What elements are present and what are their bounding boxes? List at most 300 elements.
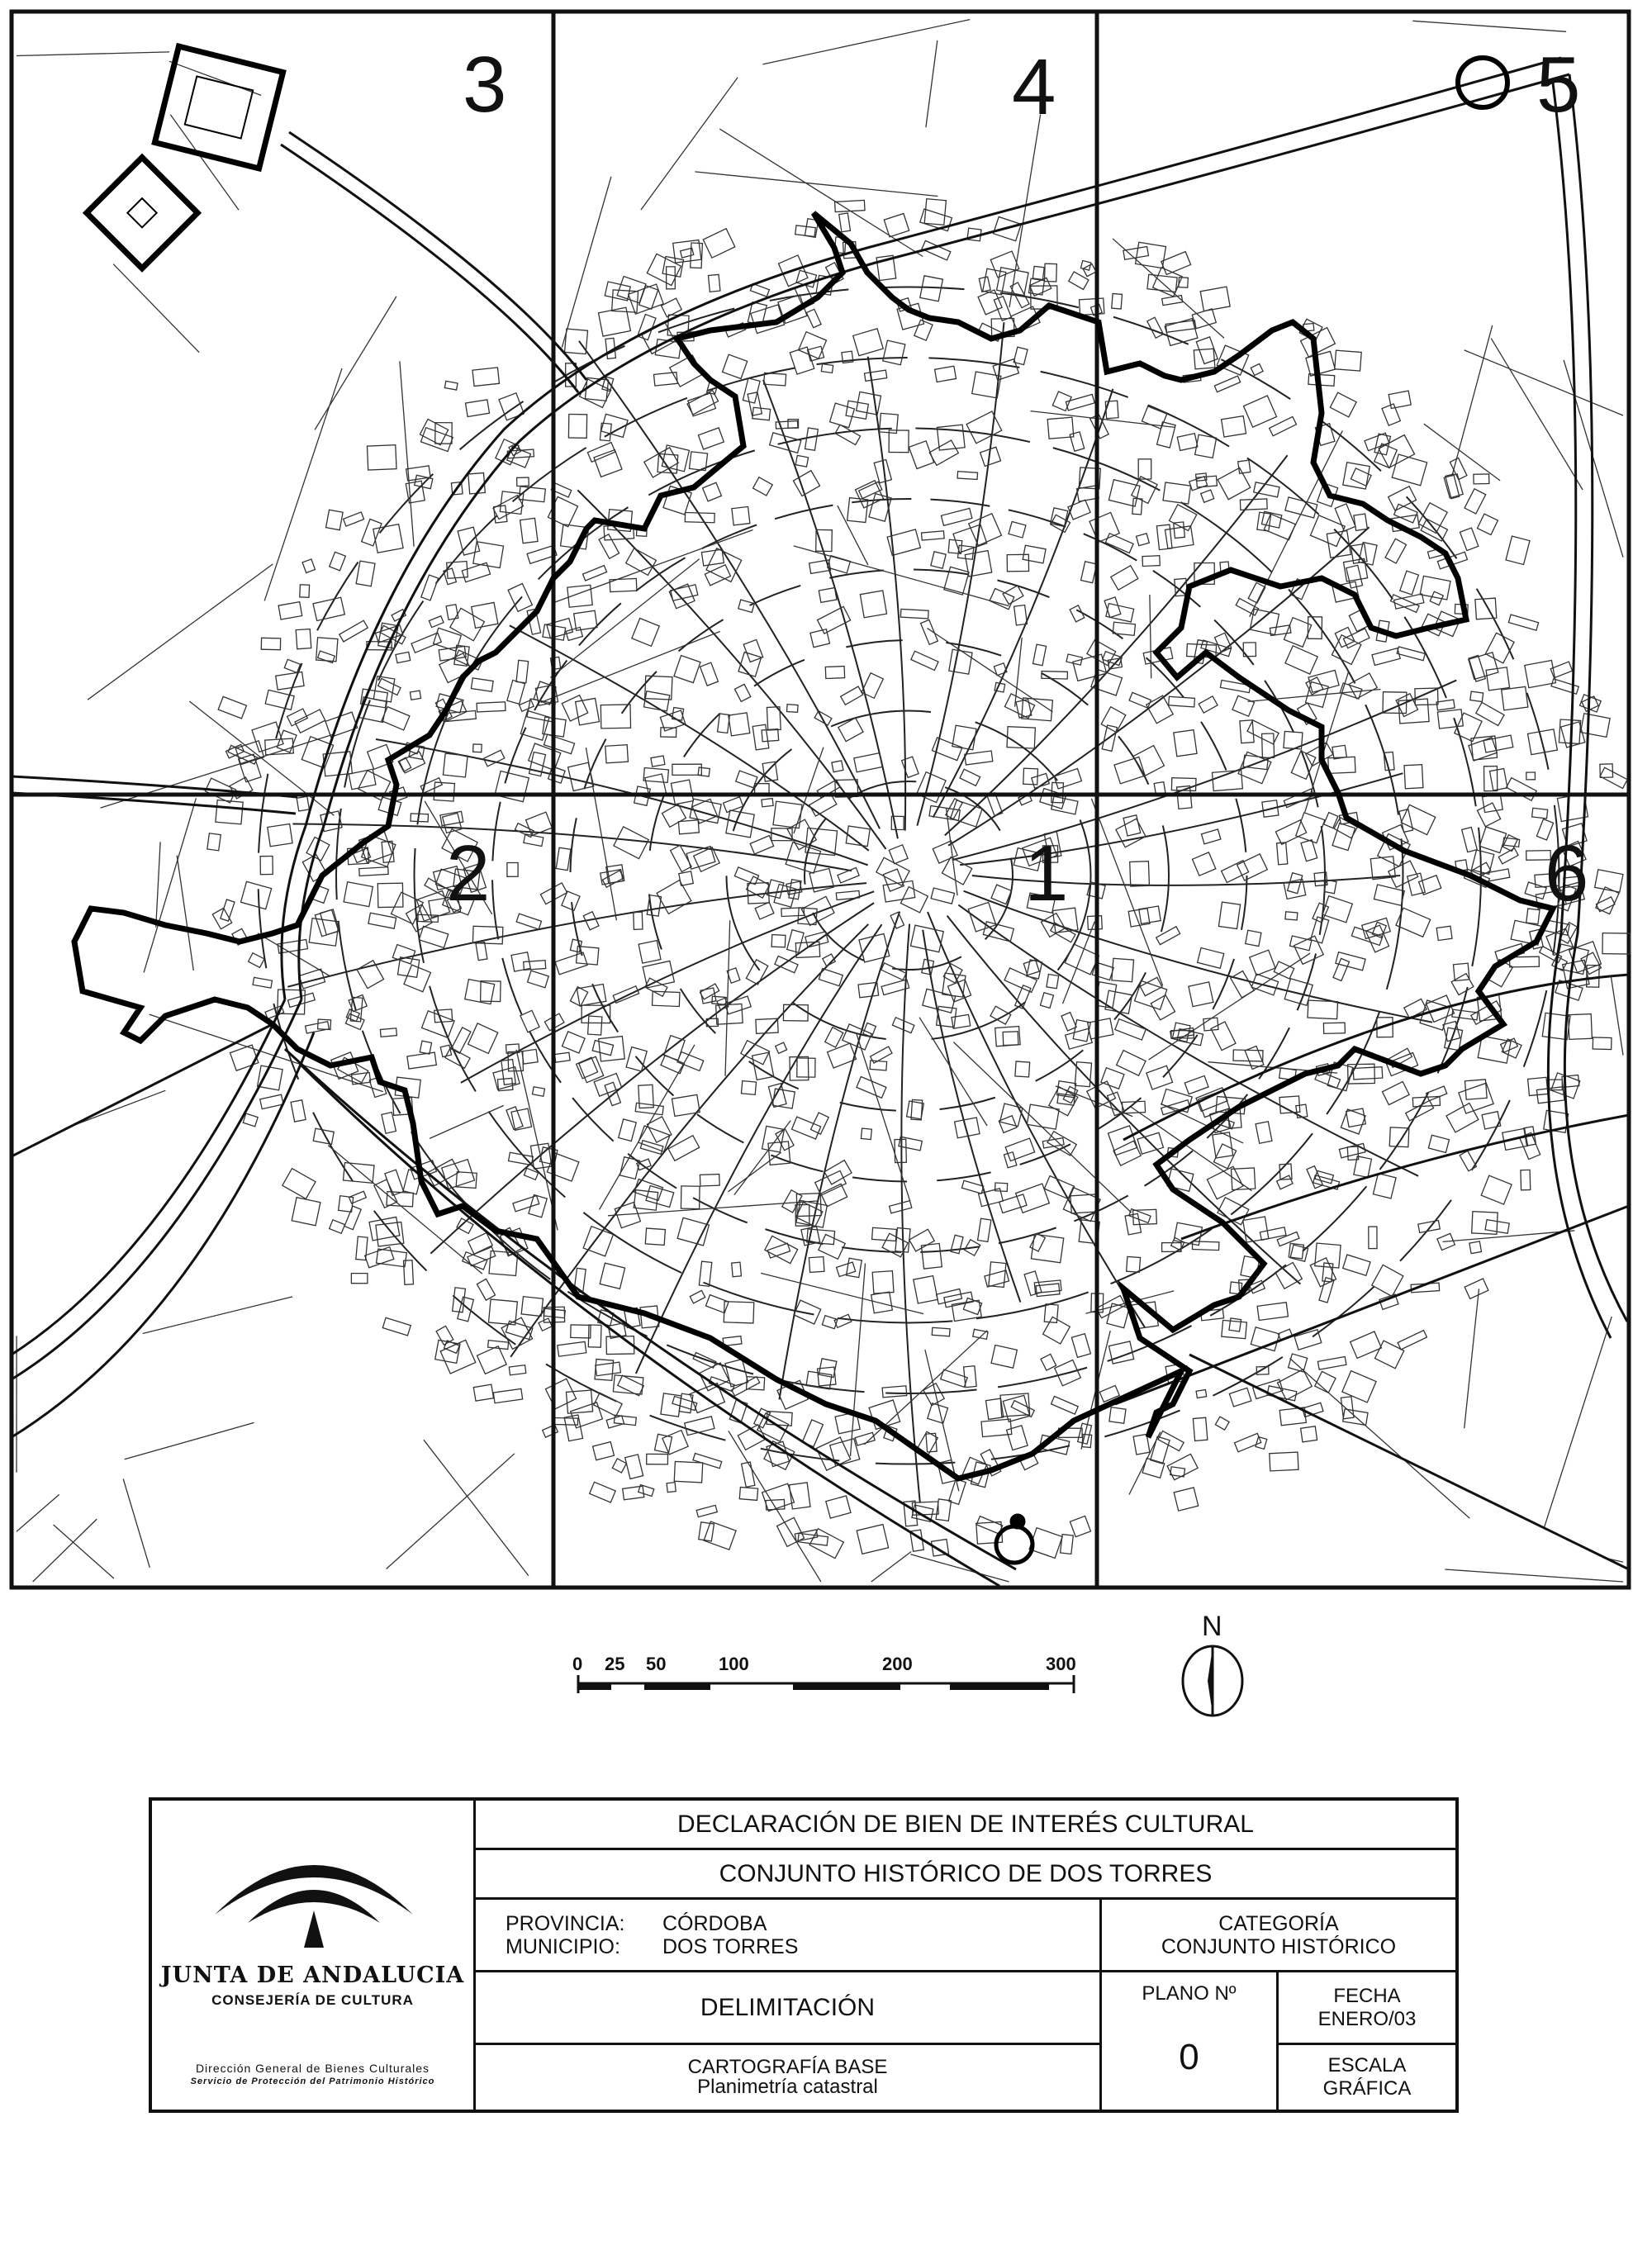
parcel-line — [387, 1454, 515, 1569]
parcel-line — [1412, 21, 1566, 31]
building-plot — [881, 963, 906, 980]
building-plot — [587, 443, 615, 463]
building-plot — [632, 619, 659, 647]
building-blocks — [17, 20, 1631, 1582]
parcel-line — [871, 1552, 911, 1583]
parcel-line — [169, 61, 261, 95]
building-plot — [313, 1128, 334, 1144]
location-cell — [476, 1900, 1102, 1972]
building-plot — [592, 1041, 613, 1056]
building-plot — [1383, 1081, 1410, 1104]
building-plot — [776, 1129, 794, 1151]
building-plot — [382, 707, 410, 730]
building-plot — [654, 373, 678, 386]
building-plot — [832, 761, 843, 772]
building-plot — [606, 1416, 624, 1428]
building-plot — [1177, 434, 1198, 451]
building-plot — [368, 445, 396, 470]
building-plot — [489, 1299, 518, 1325]
parcel-line — [33, 1519, 97, 1582]
building-plot — [1452, 1009, 1478, 1020]
building-plot — [1508, 615, 1538, 630]
building-plot — [991, 1346, 1017, 1369]
building-plot — [1162, 296, 1183, 306]
building-plot — [1034, 1280, 1061, 1293]
building-plot — [516, 660, 529, 682]
building-plot — [443, 753, 468, 777]
building-plot — [1470, 691, 1483, 701]
building-plot — [1087, 640, 1116, 666]
building-plot — [1137, 534, 1150, 546]
building-plot — [373, 524, 403, 553]
building-plot — [931, 888, 954, 904]
building-plot — [1526, 909, 1540, 924]
building-plot — [434, 782, 454, 801]
building-plot — [1112, 294, 1123, 310]
building-plot — [1111, 566, 1138, 591]
building-plot — [662, 298, 682, 317]
building-plot — [771, 935, 786, 947]
building-plot — [957, 472, 977, 480]
building-plot — [1389, 486, 1417, 511]
building-plot — [1036, 1284, 1060, 1297]
building-plot — [1478, 1036, 1511, 1063]
building-plot — [565, 329, 588, 354]
scale-label-25: 25 — [605, 1654, 625, 1674]
street — [923, 930, 1020, 1303]
building-plot — [1359, 543, 1377, 566]
building-plot — [1342, 1371, 1376, 1403]
building-plot — [444, 1341, 460, 1353]
parcel-line — [1544, 1317, 1612, 1528]
building-plot — [446, 605, 458, 620]
building-plot — [727, 968, 740, 983]
building-plot — [643, 961, 674, 987]
building-plot — [396, 652, 411, 662]
building-plot — [671, 780, 693, 804]
parcel-line — [1464, 1289, 1479, 1428]
building-plot — [1014, 347, 1028, 364]
building-plot — [382, 841, 394, 862]
parcel-line — [762, 20, 970, 64]
building-plot — [1231, 971, 1255, 998]
building-plot — [746, 960, 767, 985]
building-plot — [981, 1419, 1012, 1436]
building-plot — [387, 1192, 413, 1207]
building-plot — [507, 862, 518, 876]
building-plot — [700, 988, 716, 1004]
building-plot — [276, 672, 304, 691]
building-plot — [1284, 618, 1312, 648]
building-plot — [442, 1160, 475, 1189]
building-plot — [1174, 522, 1185, 539]
building-plot — [1136, 242, 1166, 268]
building-plot — [468, 473, 486, 494]
building-plot — [566, 627, 582, 640]
sheet-number-6: 6 — [1545, 829, 1589, 918]
building-plot — [472, 368, 499, 387]
building-plot — [1437, 710, 1463, 729]
building-plot — [1031, 1234, 1063, 1263]
building-plot — [883, 340, 905, 365]
parcel-line — [761, 1273, 923, 1313]
building-plot — [1171, 778, 1196, 791]
building-plot — [1392, 454, 1427, 486]
building-plot — [404, 965, 430, 992]
building-plot — [1306, 351, 1335, 376]
building-plot — [1346, 565, 1363, 588]
building-plot — [1474, 474, 1489, 484]
parcel-line — [919, 1018, 987, 1126]
sheet-number-5: 5 — [1536, 40, 1581, 129]
parcel-line — [734, 1121, 790, 1195]
building-plot — [1061, 1013, 1076, 1031]
building-plot — [543, 1425, 558, 1437]
building-plot — [1070, 432, 1084, 451]
building-plot — [1498, 848, 1518, 864]
building-plot — [605, 745, 629, 763]
building-plot — [1116, 819, 1146, 847]
building-plot — [356, 561, 375, 586]
building-plot — [1222, 416, 1246, 437]
building-plot — [282, 1169, 316, 1199]
building-plot — [961, 1180, 983, 1194]
building-plot — [1195, 434, 1217, 458]
parcel-line — [838, 505, 868, 565]
building-plot — [1285, 912, 1298, 920]
building-plot — [1354, 514, 1368, 530]
building-plot — [1011, 1401, 1034, 1417]
building-plot — [477, 702, 506, 712]
building-plot — [1450, 458, 1467, 479]
escala-cell — [1279, 2045, 1455, 2110]
building-plot — [468, 1233, 493, 1255]
parcel-line — [1424, 424, 1500, 481]
building-plot — [701, 549, 724, 566]
building-plot — [359, 867, 388, 876]
building-plot — [258, 1066, 282, 1090]
building-plot — [1335, 627, 1355, 647]
building-plot — [1117, 1051, 1146, 1076]
building-plot — [694, 847, 719, 872]
building-plot — [929, 806, 960, 821]
building-plot — [435, 423, 452, 444]
building-plot — [1308, 670, 1339, 692]
building-plot — [1158, 1431, 1184, 1451]
north-label: N — [1202, 1611, 1222, 1642]
building-plot — [546, 1379, 577, 1408]
parcel-line — [17, 52, 169, 56]
street — [958, 905, 1418, 1176]
building-plot — [1250, 950, 1275, 975]
parcel-line — [953, 1042, 1131, 1213]
building-plot — [1174, 730, 1197, 757]
building-plot — [1112, 958, 1134, 981]
building-plot — [752, 724, 769, 750]
building-plot — [582, 1005, 610, 1023]
building-plot — [748, 392, 762, 415]
building-plot — [297, 796, 309, 811]
building-plot — [556, 847, 571, 870]
building-plot — [1250, 609, 1279, 634]
building-plot — [1335, 350, 1361, 371]
building-plot — [1602, 933, 1631, 954]
building-plot — [1385, 539, 1406, 563]
building-plot — [870, 1061, 887, 1070]
building-plot — [941, 1369, 967, 1387]
building-plot — [1483, 735, 1513, 752]
building-plot — [520, 710, 549, 740]
building-plot — [1153, 268, 1183, 297]
main-roads — [12, 58, 1629, 1586]
building-plot — [1289, 1354, 1308, 1372]
building-plot — [836, 890, 859, 899]
building-plot — [775, 956, 798, 973]
building-plot — [1262, 733, 1275, 758]
building-plot — [600, 1263, 624, 1289]
building-plot — [826, 1496, 851, 1518]
sheet-number-3: 3 — [463, 40, 507, 129]
building-plot — [1275, 1263, 1302, 1289]
building-plot — [1471, 736, 1498, 760]
street — [868, 357, 905, 831]
building-plot — [1004, 968, 1037, 992]
building-plot — [681, 1186, 700, 1209]
building-plot — [764, 373, 786, 386]
building-plot — [801, 896, 834, 925]
building-plot — [278, 602, 302, 619]
building-plot — [808, 346, 824, 361]
building-plot — [435, 1340, 460, 1363]
building-plot — [792, 1117, 821, 1139]
building-plot — [995, 1183, 1008, 1191]
building-plot — [568, 415, 586, 439]
building-plot — [952, 725, 976, 750]
building-plot — [821, 364, 833, 373]
building-plot — [629, 284, 663, 314]
building-plot — [411, 633, 441, 653]
building-plot — [571, 1325, 591, 1338]
building-plot — [1270, 416, 1297, 435]
building-plot — [1436, 926, 1452, 940]
building-plot — [207, 833, 221, 851]
building-plot — [583, 912, 599, 930]
building-plot — [841, 686, 863, 705]
building-plot — [398, 757, 411, 771]
building-plot — [1201, 490, 1214, 502]
building-plot — [969, 514, 1002, 546]
building-plot — [1248, 582, 1265, 603]
building-plot — [1436, 700, 1455, 710]
building-plot — [1142, 556, 1160, 567]
parcel-line — [54, 1525, 114, 1578]
building-plot — [681, 248, 694, 258]
building-plot — [655, 1434, 672, 1453]
building-plot — [1418, 503, 1447, 534]
building-plot — [1024, 1271, 1042, 1296]
building-plot — [468, 1023, 498, 1054]
building-plot — [1014, 605, 1028, 625]
building-plot — [1428, 1135, 1449, 1152]
building-plot — [1459, 1083, 1493, 1113]
parcel-line — [1131, 1107, 1252, 1191]
building-plot — [296, 629, 311, 649]
parcel-line — [1091, 799, 1162, 986]
building-plot — [625, 1455, 643, 1479]
building-plot — [806, 309, 821, 327]
building-plot — [1198, 948, 1224, 969]
building-plot — [1189, 477, 1208, 491]
building-plot — [339, 620, 368, 642]
building-plot — [1215, 1417, 1229, 1430]
building-plot — [1123, 247, 1149, 260]
building-plot — [1251, 363, 1263, 375]
building-plot — [1464, 489, 1486, 514]
building-plot — [1132, 477, 1157, 504]
building-plot — [1133, 746, 1165, 776]
building-plot — [1569, 1014, 1593, 1040]
building-plot — [999, 1194, 1027, 1213]
parcel-line — [156, 842, 160, 927]
parcel-line — [1445, 1569, 1623, 1582]
building-plot — [547, 619, 573, 638]
building-plot — [1040, 789, 1066, 809]
parcel-line — [123, 1478, 150, 1567]
building-plot — [599, 1037, 625, 1061]
building-plot — [921, 1243, 942, 1269]
fecha-label: FECHA — [1333, 1984, 1401, 2007]
building-plot — [1000, 1104, 1023, 1127]
logo-directorate: Dirección General de Bienes Culturales — [195, 2062, 430, 2075]
building-plot — [326, 510, 344, 529]
building-plot — [1240, 720, 1254, 743]
building-plot — [406, 466, 431, 481]
parcel-line — [695, 172, 938, 197]
building-plot — [457, 1218, 473, 1233]
building-plot — [674, 656, 700, 683]
building-plot — [1023, 960, 1039, 975]
building-plot — [477, 1279, 495, 1300]
building-plot — [1462, 828, 1478, 852]
building-plot — [599, 534, 619, 559]
building-plot — [1200, 287, 1230, 311]
declaration-title-text: DECLARACIÓN DE BIEN DE INTERÉS CULTURAL — [677, 1810, 1254, 1838]
building-plot — [1332, 745, 1346, 759]
building-plot — [1108, 1126, 1137, 1156]
building-plot — [1109, 1407, 1126, 1424]
parcel-line — [1443, 1231, 1575, 1242]
north-arrow — [1183, 1611, 1242, 1716]
building-plot — [1061, 1535, 1074, 1554]
building-plot — [821, 1184, 847, 1206]
building-plot — [965, 751, 993, 765]
building-plot — [1330, 392, 1356, 417]
building-plot — [558, 1341, 586, 1356]
building-plot — [1044, 1176, 1074, 1199]
building-plot — [1113, 622, 1135, 635]
cartografia-cell — [476, 2045, 1102, 2110]
building-plot — [380, 1028, 396, 1037]
building-plot — [724, 797, 743, 813]
building-plot — [1406, 1100, 1434, 1120]
parcel-line — [794, 546, 1009, 606]
building-plot — [1482, 1112, 1501, 1129]
building-plot — [1163, 482, 1191, 504]
building-plot — [509, 1365, 525, 1375]
parcel-line — [851, 1264, 866, 1457]
building-plot — [857, 1525, 888, 1554]
building-plot — [1070, 605, 1085, 622]
building-plot — [1525, 660, 1556, 687]
building-plot — [830, 403, 855, 428]
building-plot — [520, 1010, 539, 1032]
building-plot — [1593, 1037, 1612, 1050]
building-plot — [799, 332, 827, 358]
building-plot — [1323, 1023, 1345, 1033]
building-plot — [634, 912, 643, 929]
building-plot — [221, 899, 235, 921]
building-plot — [1506, 536, 1530, 564]
building-plot — [344, 882, 373, 907]
building-plot — [1193, 852, 1216, 876]
building-plot — [477, 1346, 507, 1374]
building-plot — [562, 1032, 585, 1053]
building-plot — [1113, 1141, 1141, 1165]
building-plot — [1397, 647, 1425, 661]
building-plot — [268, 823, 292, 846]
building-plot — [819, 588, 837, 603]
building-plot — [872, 1227, 897, 1241]
building-plot — [429, 616, 444, 628]
building-plot — [1502, 686, 1528, 710]
building-plot — [1521, 1170, 1531, 1189]
building-plot — [734, 867, 758, 885]
building-plot — [668, 1136, 700, 1161]
parcel-line — [794, 748, 824, 833]
building-plot — [693, 1454, 722, 1469]
building-plot — [1400, 571, 1419, 595]
provincia-label: PROVINCIA: — [506, 1911, 625, 1935]
parcel-line — [17, 1494, 59, 1531]
building-plot — [853, 329, 884, 356]
building-plot — [1009, 521, 1026, 538]
building-plot — [854, 753, 882, 772]
building-plot — [810, 1113, 828, 1134]
street — [510, 625, 869, 851]
building-plot — [261, 638, 280, 649]
building-plot — [978, 1218, 991, 1241]
building-plot — [774, 885, 796, 908]
building-plot — [596, 1362, 621, 1376]
scale-label-0: 0 — [572, 1654, 583, 1674]
building-plot — [876, 857, 909, 885]
building-plot — [1317, 1357, 1346, 1370]
building-plot — [685, 1417, 714, 1436]
building-plot — [1343, 1255, 1370, 1275]
building-plot — [476, 942, 487, 961]
categoria-label: CATEGORÍA — [1218, 1911, 1339, 1935]
building-plot — [1277, 1175, 1293, 1189]
building-plot — [1389, 391, 1411, 408]
building-plot — [1270, 1452, 1298, 1471]
building-plot — [1420, 576, 1450, 600]
categoria-value: CONJUNTO HISTÓRICO — [1161, 1934, 1397, 1958]
building-plot — [344, 1206, 361, 1230]
building-plot — [260, 1094, 283, 1108]
building-plot — [493, 1388, 522, 1403]
building-plot — [295, 710, 325, 733]
building-plot — [577, 985, 605, 1006]
